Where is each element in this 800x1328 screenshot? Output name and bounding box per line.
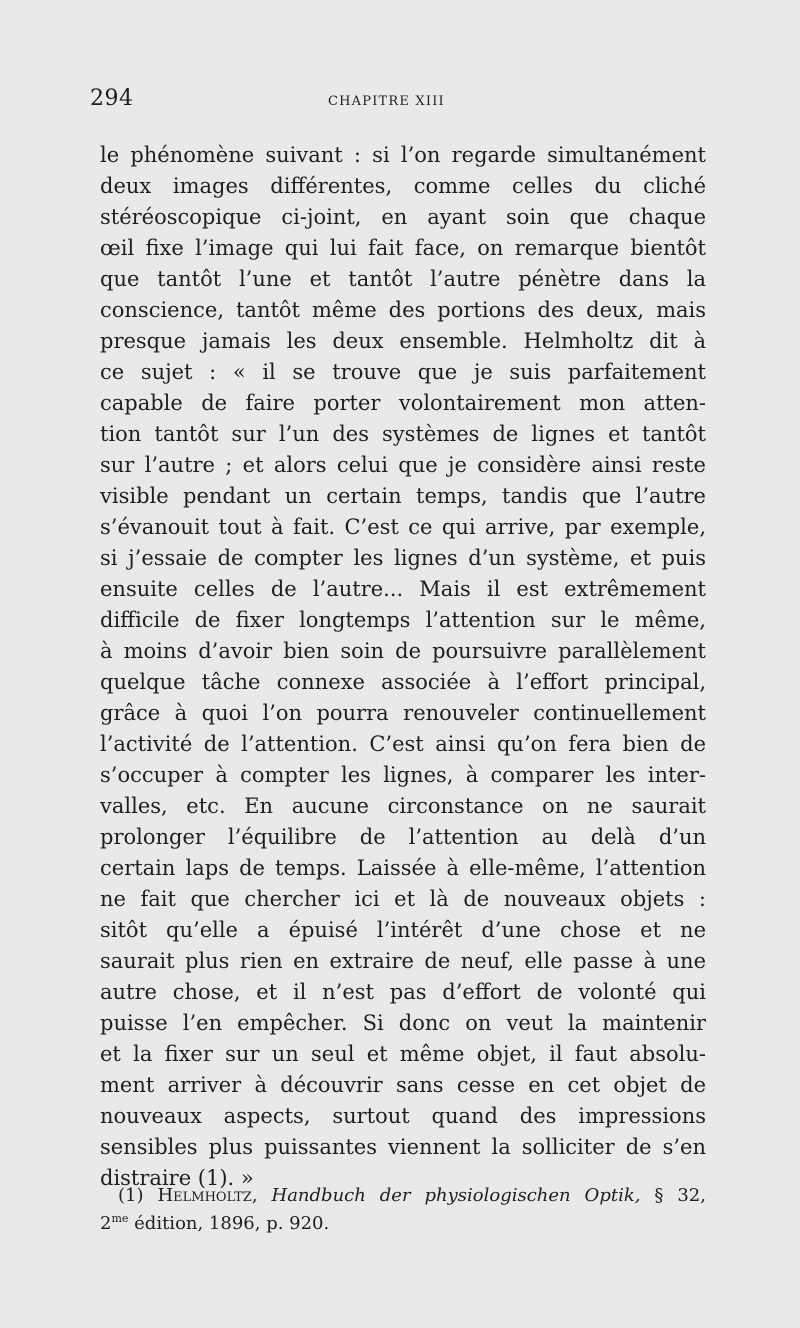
text-line: grâce à quoi l’on pourra renouveler continuellement (100, 701, 706, 725)
footnote-edition-rest: édition, 1896, p. 920. (134, 1213, 330, 1234)
text-line: distraire (1). » (100, 1166, 254, 1190)
footnote-edition-number: 2 (100, 1213, 112, 1234)
text-line: ment arriver à découvrir sans cesse en cet objet de (100, 1073, 706, 1097)
text-line: quelque tâche connexe associée à l’effort principal, (100, 670, 706, 694)
text-line: conscience, tantôt même des portions des deux, mais (100, 298, 706, 322)
text-line: ce sujet : « il se trouve que je suis parfaitement (100, 360, 706, 384)
text-line: œil fixe l’image qui lui fait face, on remarque bientôt (100, 236, 706, 260)
page-header (88, 86, 706, 122)
footnote-section: § 32, (654, 1185, 706, 1206)
text-line: saurait plus rien en extraire de neuf, elle passe à une (100, 949, 706, 973)
text-line: sur l’autre ; et alors celui que je considère ainsi reste (100, 453, 706, 477)
text-line: visible pendant un certain temps, tandis que l’autre (100, 484, 706, 508)
text-line: s’évanouit tout à fait. C’est ce qui arrive, par exemple, (100, 515, 706, 539)
text-line: que tantôt l’une et tantôt l’autre pénètre dans la (100, 267, 706, 291)
text-line: sensibles plus puissantes viennent la solliciter de s’en (100, 1135, 706, 1159)
footnote-marker: (1) (118, 1185, 144, 1206)
footnote-line (100, 1182, 706, 1210)
text-line: si j’essaie de compter les lignes d’un système, et puis (100, 546, 706, 570)
text-line: et la fixer sur un seul et même objet, il faut absolu- (100, 1042, 706, 1066)
text-line: nouveaux aspects, surtout quand des impressions (100, 1104, 706, 1128)
footnote-line (100, 1210, 706, 1238)
text-line: l’activité de l’attention. C’est ainsi qu’on fera bien de (100, 732, 706, 756)
text-line: ensuite celles de l’autre... Mais il est extrêmement (100, 577, 706, 601)
body-text (100, 140, 706, 1194)
running-head: CHAPITRE XIII (328, 94, 445, 109)
text-line: sitôt qu’elle a épuisé l’intérêt d’une chose et ne (100, 918, 706, 942)
text-line: valles, etc. En aucune circonstance on ne saurait (100, 794, 706, 818)
text-line: certain laps de temps. Laissée à elle-même, l’attention (100, 856, 706, 880)
text-line: difficile de fixer longtemps l’attention sur le même, (100, 608, 706, 632)
footnote-author: Helmholtz, (157, 1185, 258, 1206)
footnote-title: Handbuch der physiologischen Optik, (271, 1185, 641, 1206)
text-line: puisse l’en empêcher. Si donc on veut la maintenir (100, 1011, 706, 1035)
footnote (100, 1182, 706, 1238)
text-line: autre chose, et il n’est pas d’effort de volonté qui (100, 980, 706, 1004)
text-line: à moins d’avoir bien soin de poursuivre parallèlement (100, 639, 706, 663)
text-line: stéréoscopique ci-joint, en ayant soin que chaque (100, 205, 706, 229)
text-line: prolonger l’équilibre de l’attention au delà d’un (100, 825, 706, 849)
page-number: 294 (90, 86, 134, 111)
text-line: ne fait que chercher ici et là de nouveaux objets : (100, 887, 706, 911)
text-line: deux images différentes, comme celles du cliché (100, 174, 706, 198)
text-line: le phénomène suivant : si l’on regarde simultanément (100, 143, 706, 167)
text-line: tion tantôt sur l’un des systèmes de lignes et tantôt (100, 422, 706, 446)
footnote-edition-suffix: me (111, 1212, 129, 1225)
text-line: s’occuper à compter les lignes, à comparer les inter- (100, 763, 706, 787)
text-line: capable de faire porter volontairement mon atten- (100, 391, 706, 415)
text-line: presque jamais les deux ensemble. Helmholtz dit à (100, 329, 706, 353)
